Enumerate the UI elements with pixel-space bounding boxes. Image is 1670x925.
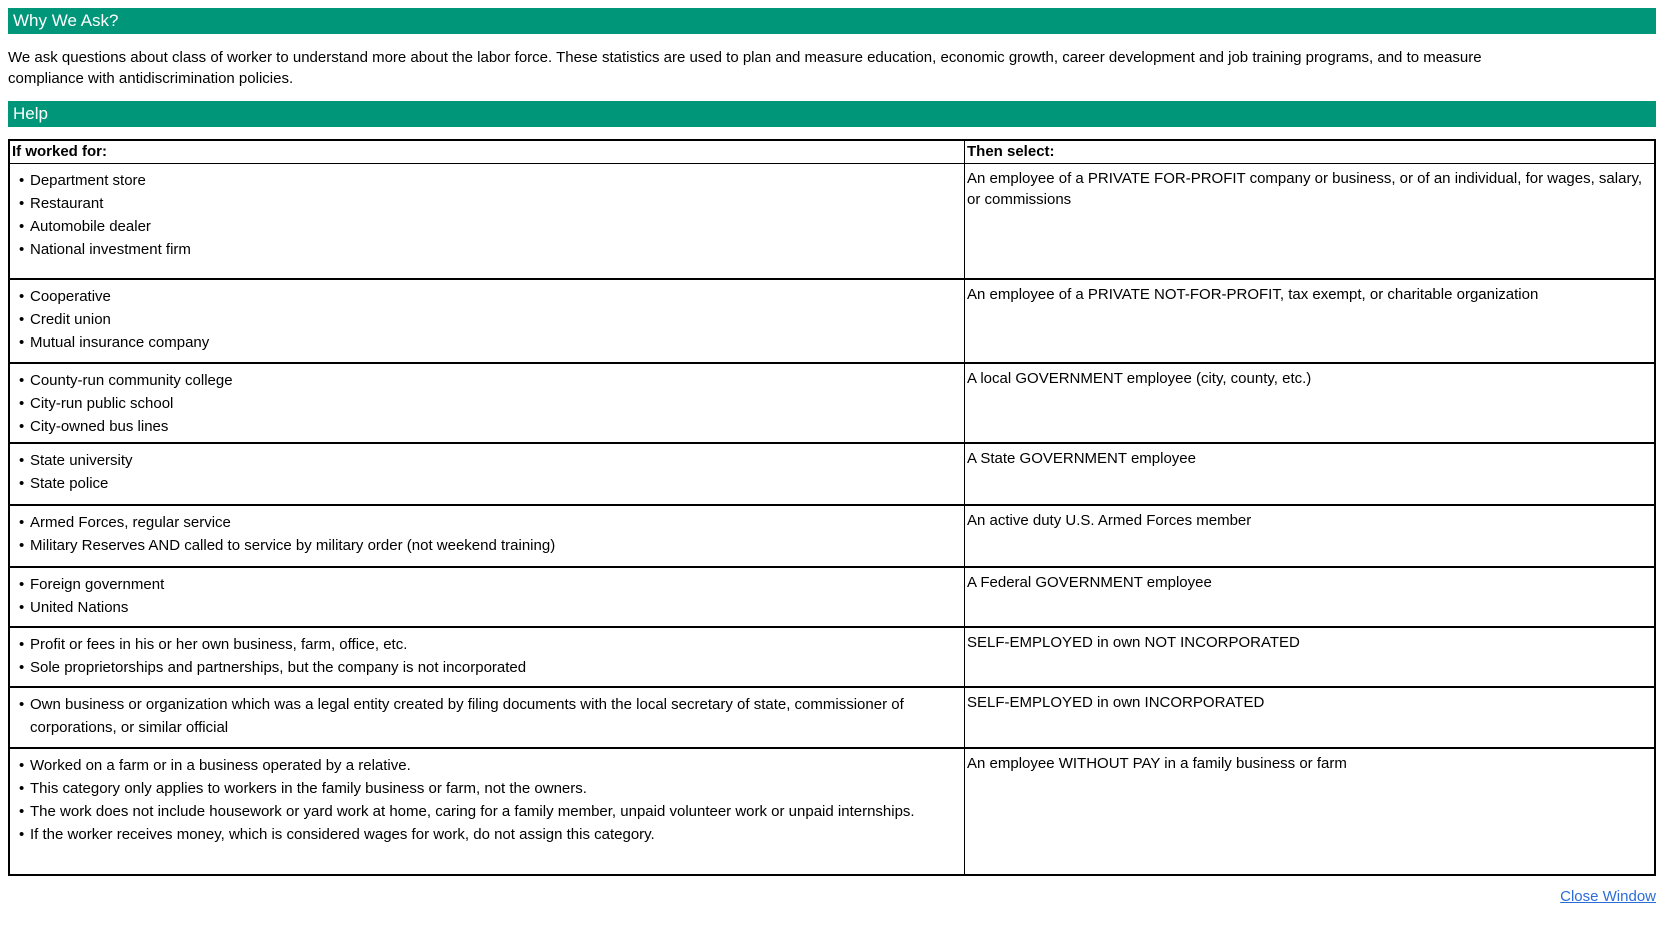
then-select-cell: SELF-EMPLOYED in own INCORPORATED: [967, 694, 1265, 711]
help-table-row: [10, 164, 1654, 280]
worked-for-list: [10, 164, 964, 265]
worked-for-list: [10, 688, 964, 743]
worked-for-item: • If the worker receives money, which is considered wages for work, do not assign this category.: [10, 823, 958, 846]
worked-for-item: • The work does not include housework or yard work at home, caring for a family member, unpaid volunteer work or unpaid internships.: [10, 800, 958, 823]
worked-for-cell: [10, 280, 965, 362]
col-header-if-worked-for: If worked for:: [10, 141, 965, 163]
worked-for-item: • City-owned bus lines: [10, 415, 958, 438]
worked-for-cell: [10, 444, 965, 504]
worked-for-item: • Credit union: [10, 308, 958, 331]
close-window-link[interactable]: Close Window: [1560, 888, 1656, 905]
worked-for-item: • Cooperative: [10, 285, 958, 308]
worked-for-item: • County-run community college: [10, 369, 958, 392]
help-table-row: [10, 444, 1654, 506]
footer: [8, 888, 1656, 905]
worked-for-cell: [10, 164, 965, 278]
worked-for-list: [10, 628, 964, 683]
worked-for-item: • Department store: [10, 169, 958, 192]
worked-for-cell: [10, 628, 965, 686]
worked-for-item: • United Nations: [10, 596, 958, 619]
worked-for-cell: [10, 568, 965, 626]
worked-for-list: [10, 280, 964, 358]
col-header-then-select: Then select:: [967, 143, 1055, 160]
then-select-cell: An employee WITHOUT PAY in a family business or farm: [967, 755, 1347, 772]
worked-for-item: • State university: [10, 449, 958, 472]
worked-for-list: [10, 364, 964, 442]
help-table-row: [10, 628, 1654, 688]
worked-for-item: • State police: [10, 472, 958, 495]
worked-for-cell: [10, 688, 965, 747]
worked-for-list: [10, 568, 964, 623]
then-select-cell: A local GOVERNMENT employee (city, county, etc.): [967, 370, 1312, 387]
worked-for-item: • Restaurant: [10, 192, 958, 215]
then-select-cell: An employee of a PRIVATE FOR-PROFIT company or business, or of an individual, for wages, salary, or commissions: [967, 170, 1642, 208]
worked-for-item: • Foreign government: [10, 573, 958, 596]
worked-for-item: • City-run public school: [10, 392, 958, 415]
worked-for-item: • Worked on a farm or in a business operated by a relative.: [10, 754, 958, 777]
help-table-row: [10, 688, 1654, 749]
help-table-row: [10, 749, 1654, 874]
worked-for-item: • Sole proprietorships and partnerships, but the company is not incorporated: [10, 656, 958, 679]
worked-for-cell: [10, 506, 965, 566]
why-we-ask-header-bar: Why We Ask?: [8, 8, 1656, 34]
worked-for-list: [10, 749, 964, 850]
then-select-cell: An employee of a PRIVATE NOT-FOR-PROFIT, tax exempt, or charitable organization: [967, 286, 1539, 303]
help-table-header-row: [10, 141, 1654, 164]
worked-for-item: • Own business or organization which was a legal entity created by filing documents with the local secretary of state, commissioner of corporations, or similar official: [10, 693, 958, 739]
help-table: [8, 139, 1656, 876]
worked-for-item: • Military Reserves AND called to service by military order (not weekend training): [10, 534, 958, 557]
help-table-row: [10, 506, 1654, 568]
worked-for-cell: [10, 749, 965, 874]
then-select-cell: SELF-EMPLOYED in own NOT INCORPORATED: [967, 634, 1300, 651]
why-we-ask-paragraph: We ask questions about class of worker to understand more about the labor force. These statistics are used to plan and measure education, economic growth, career development and job training programs, and to measure compliance with antidiscrimination policies.: [8, 49, 1482, 87]
help-table-row: [10, 568, 1654, 628]
help-table-row: [10, 280, 1654, 364]
worked-for-item: • National investment firm: [10, 238, 958, 261]
worked-for-item: • Automobile dealer: [10, 215, 958, 238]
worked-for-item: • Profit or fees in his or her own business, farm, office, etc.: [10, 633, 958, 656]
worked-for-item: • This category only applies to workers in the family business or farm, not the owners.: [10, 777, 958, 800]
help-header-bar: Help: [8, 101, 1656, 127]
worked-for-list: [10, 506, 964, 561]
help-table-row: [10, 364, 1654, 444]
then-select-cell: An active duty U.S. Armed Forces member: [967, 512, 1252, 529]
then-select-cell: A State GOVERNMENT employee: [967, 450, 1196, 467]
worked-for-item: • Mutual insurance company: [10, 331, 958, 354]
worked-for-list: [10, 444, 964, 499]
worked-for-item: • Armed Forces, regular service: [10, 511, 958, 534]
then-select-cell: A Federal GOVERNMENT employee: [967, 574, 1212, 591]
worked-for-cell: [10, 364, 965, 442]
